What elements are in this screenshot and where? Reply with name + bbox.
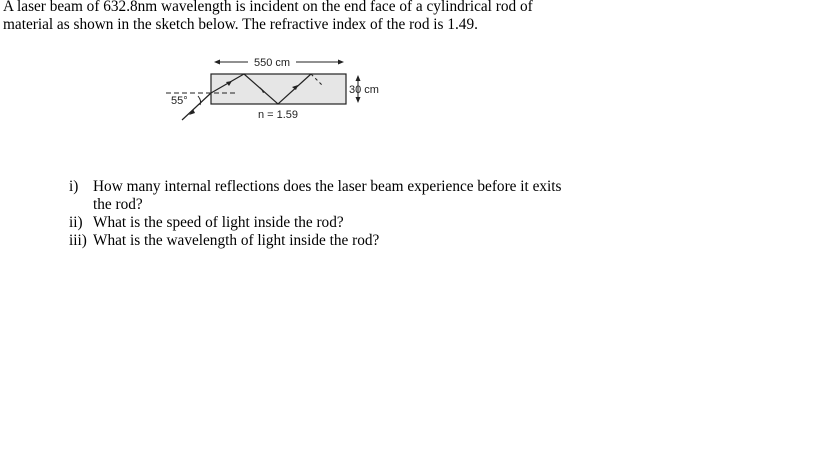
question-text: What is the wavelength of light inside the rod? [93,232,380,249]
question-text: What is the speed of light inside the rod? [93,214,344,231]
length-label: 550 cm [253,57,291,69]
question-text: How many internal reflections does the laser beam experience before it exits the rod? [93,178,562,213]
question-item [69,214,569,232]
question-number: ii) [69,214,83,231]
problem-intro: A laser beam of 632.8nm wavelength is incident on the end face of a cylindrical rod of material as shown in the sketch below. The refractive index of the rod is 1.49. [3,0,533,33]
question-number: iii) [69,232,87,249]
index-label: n = 1.59 [257,109,299,121]
rod-diagram [160,45,390,130]
question-item [69,178,569,214]
rod-shape [211,74,346,104]
rod-sketch [160,45,390,130]
height-label: 30 cm [349,84,379,96]
question-number: i) [69,178,79,195]
angle-label: 55° [171,95,188,107]
question-item [69,232,569,250]
question-list [69,178,569,250]
